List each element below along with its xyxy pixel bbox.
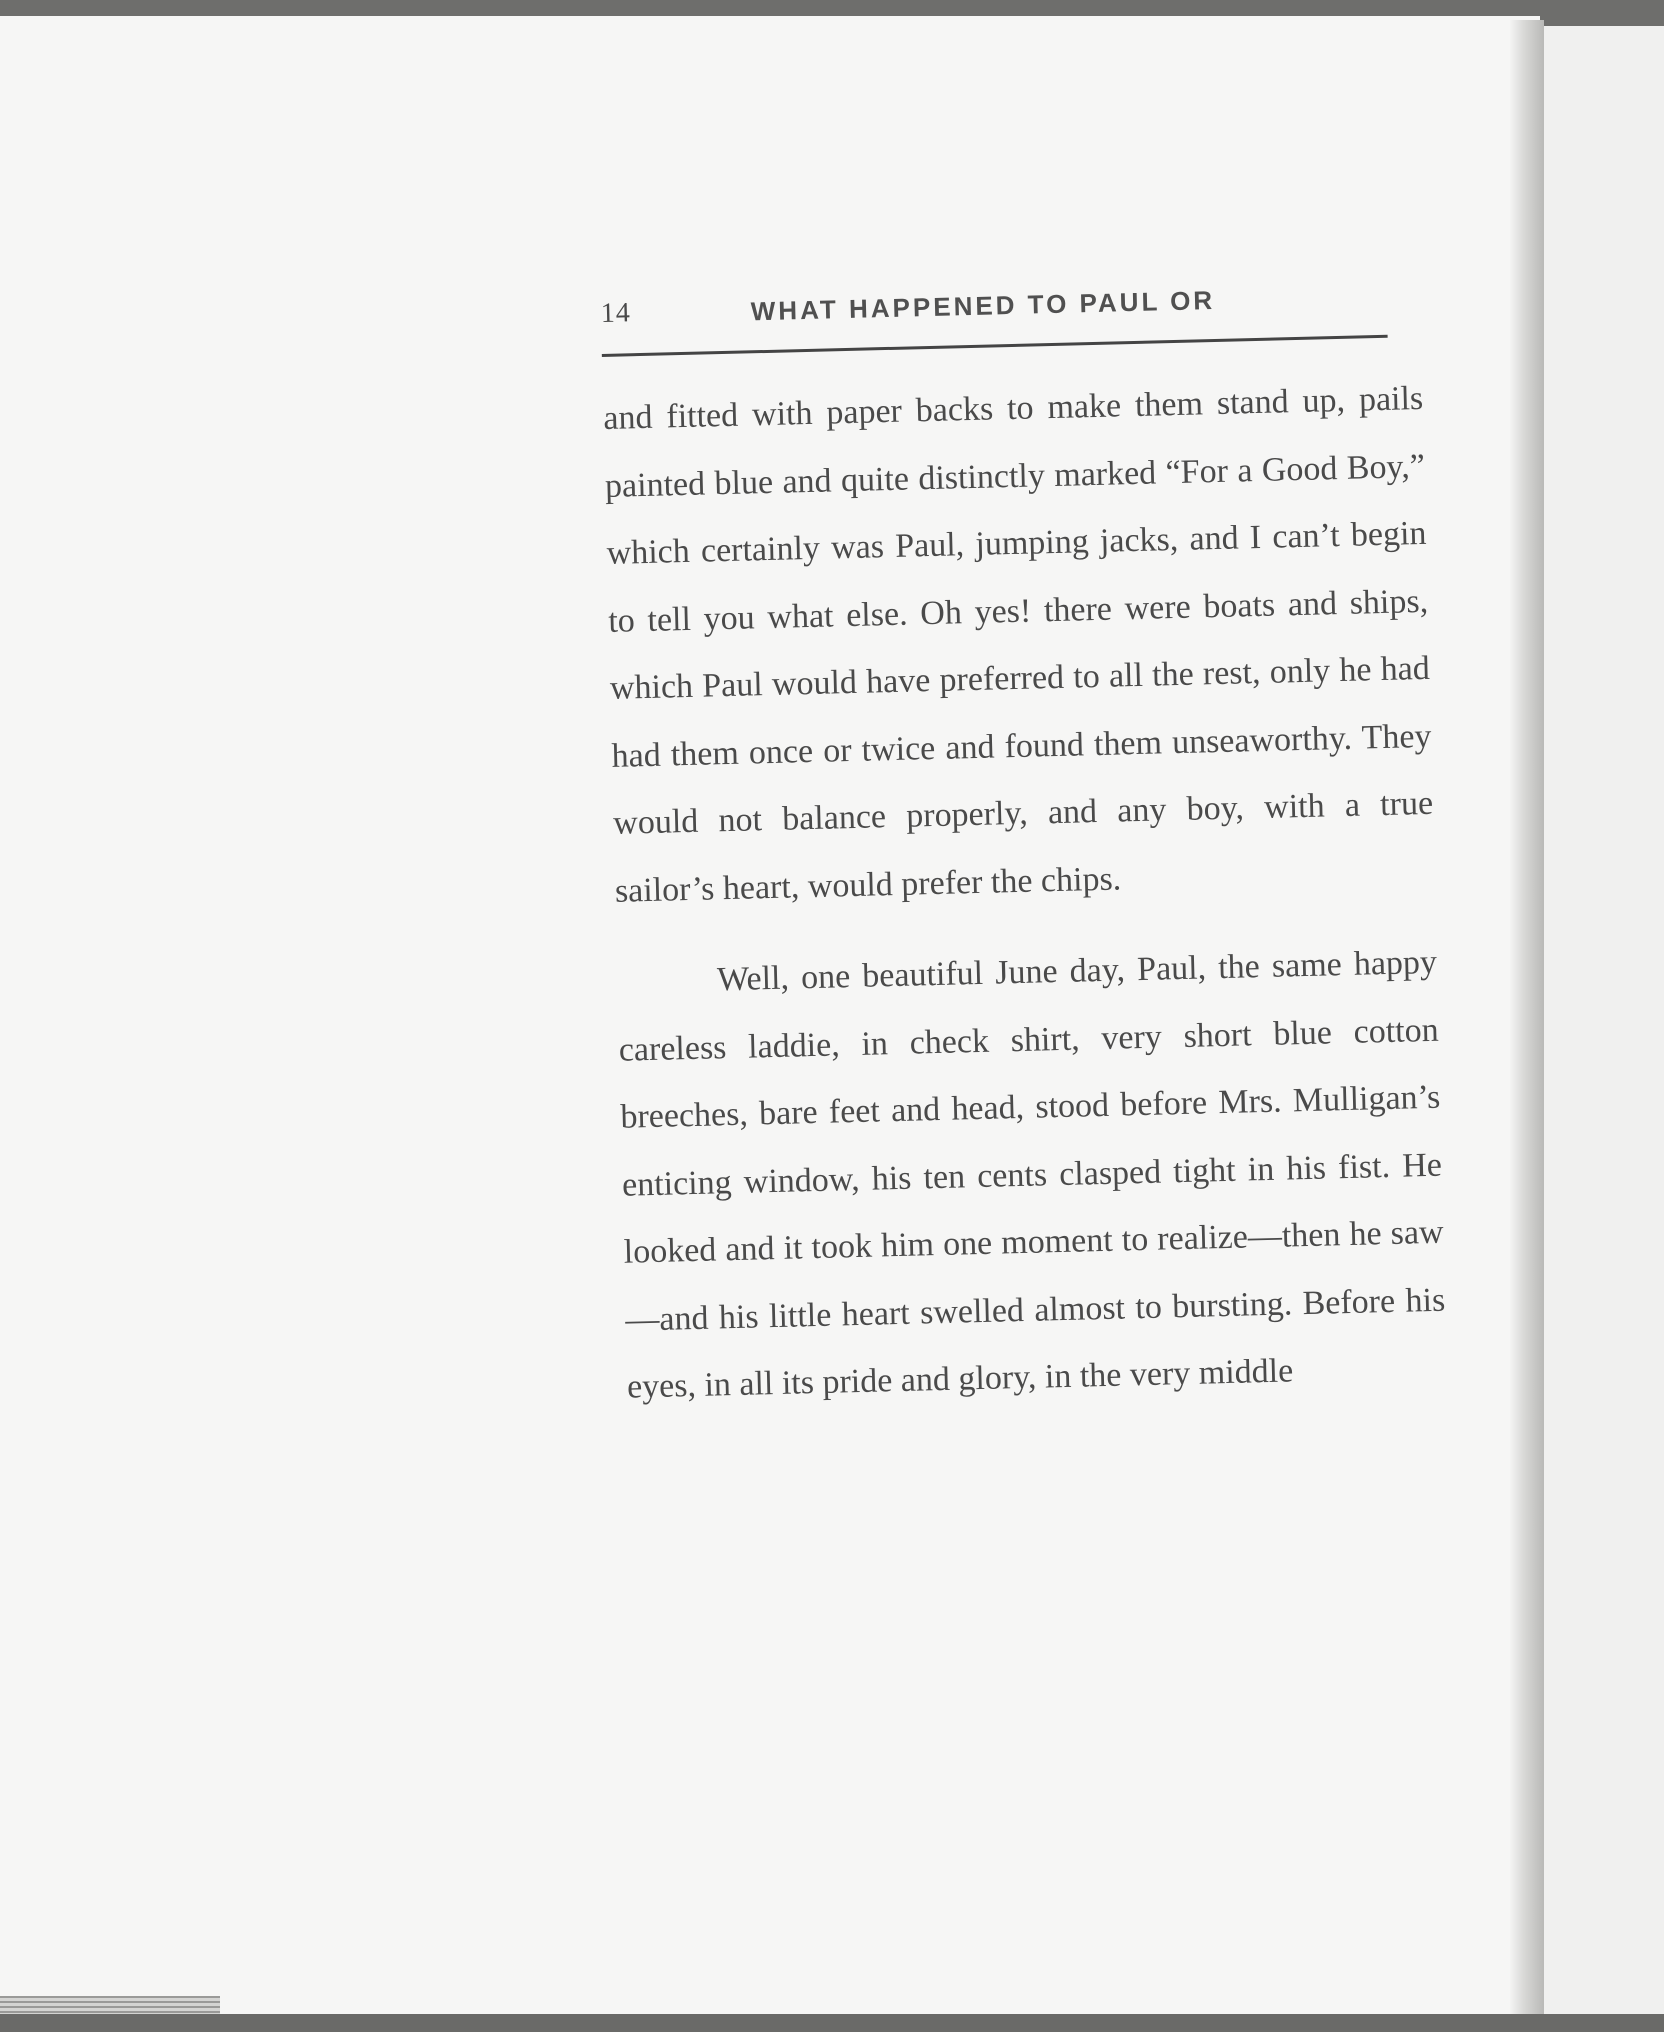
scan-border-bottom [0, 2014, 1664, 2032]
page-gutter-shadow [1510, 20, 1544, 2014]
header-rule [602, 335, 1388, 357]
page-text-block [600, 260, 1448, 1421]
body-paragraph: Well, one beautiful June day, Paul, the same happy careless laddie, in check shirt, very short blue cotton breeches, bare feet and head, stood before Mrs. Mulligan’s enticing window, his ten cents clasped tight in his fist. He looked and it took him one moment to realize—then he saw—and his little heart swelled almost to bursting. Before his eyes, in all its pride and glory, in the very middle [618, 943, 1446, 1406]
adjacent-page-edge [1544, 26, 1664, 2014]
body-paragraph: and fitted with paper backs to make them stand up, pails painted blue and quite distinctly marked “For a Good Boy,” which certainly was Paul, jumping jacks, and I can’t begin to tell you what else. Oh yes! there were boats and ships, which Paul would have preferred to all the rest, only he had had them once or twice and found them unseaworthy. They would not balance properly, and any boy, with a true sailor’s heart, would prefer the chips. [602, 379, 1434, 910]
page-stack-edge [0, 1996, 220, 2014]
page-number: 14 [600, 297, 632, 329]
running-head-title: WHAT HAPPENED TO PAUL OR [750, 284, 1216, 327]
